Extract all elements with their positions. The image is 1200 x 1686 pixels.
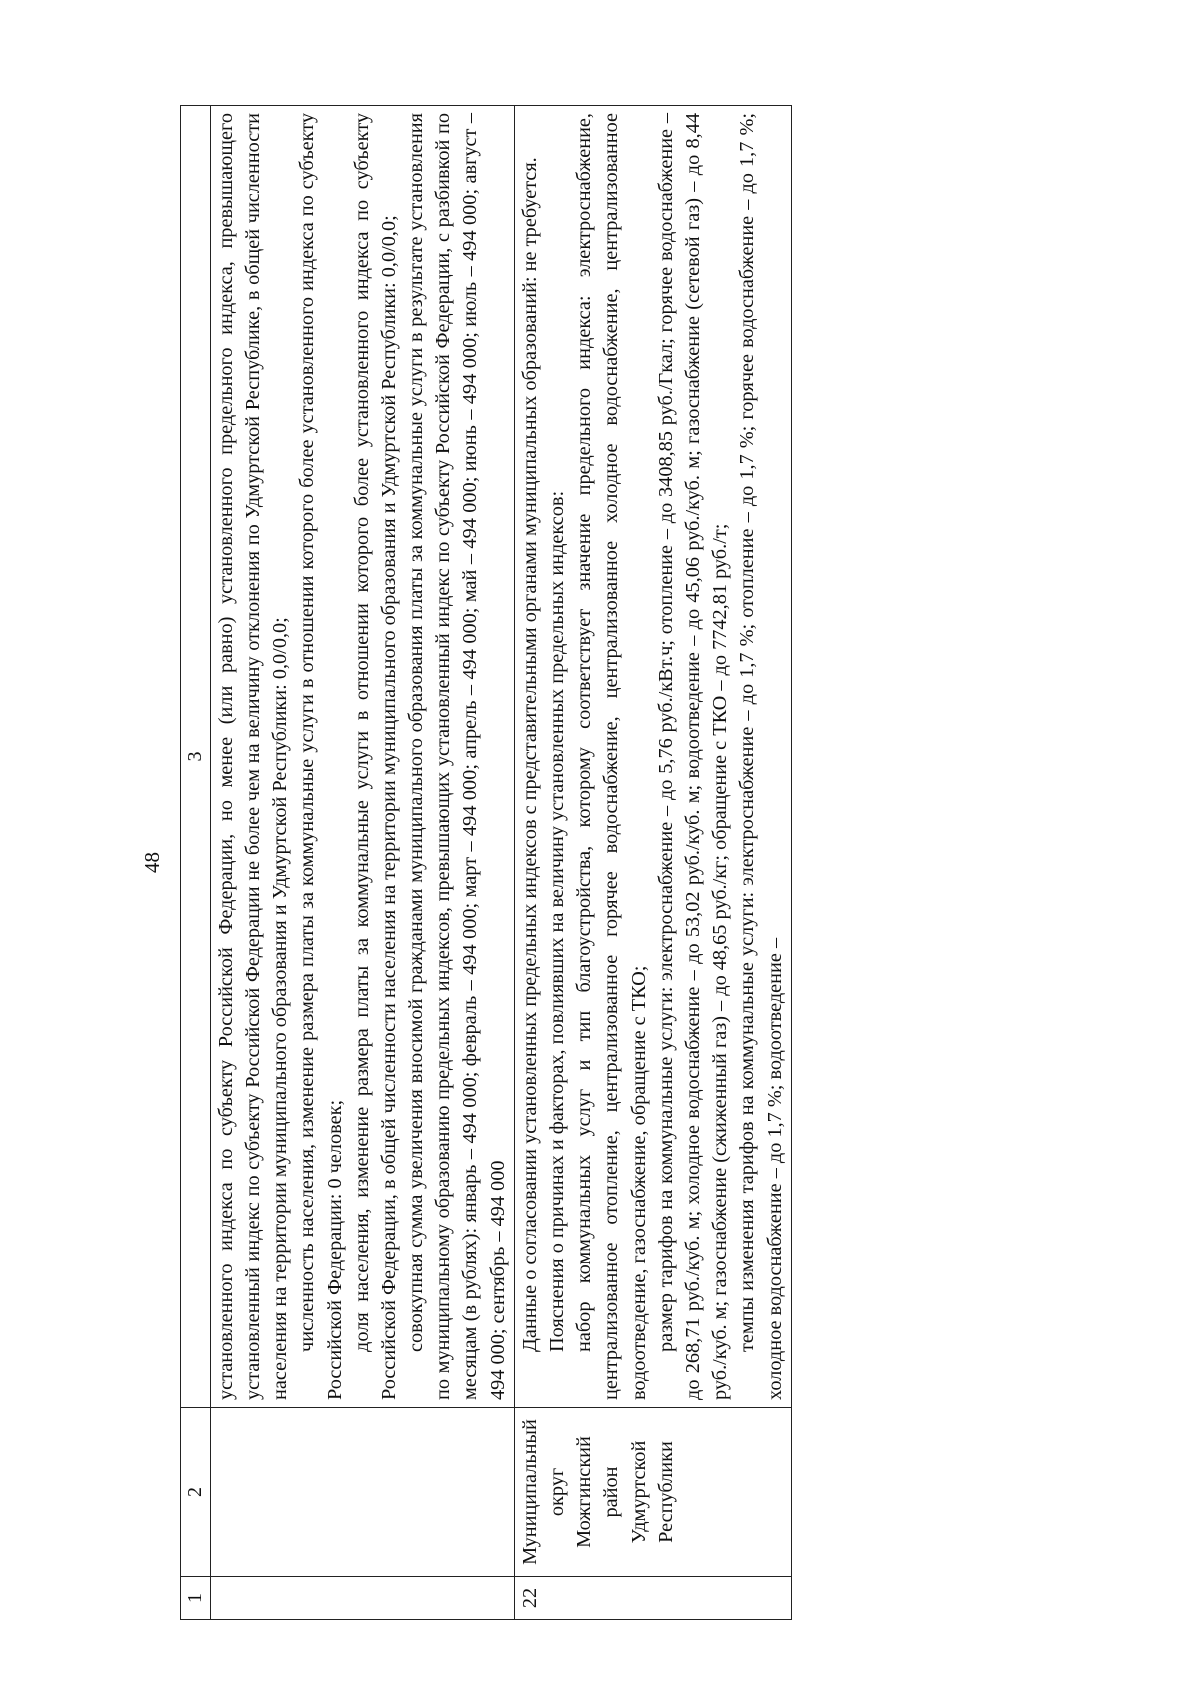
municipality-name <box>210 1408 514 1577</box>
paragraph: набор коммунальных услуг и тип благоустройства, которому соответствует значение предельного индекса: электроснабжение, централизованное отопление, централизованное горячее водоснабжение, централизованное холодное водоснабжение, централизованное водоотведение, газоснабжение, обращение с ТКО; <box>573 113 650 1400</box>
paragraph: темпы изменения тарифов на коммунальные услуги: электроснабжение – до 1,7 %; отопление – до 1,7 %; горячее водоснабжение – до 1,7 %; холодное водоснабжение – до 1,7 %; водоотведение – <box>736 113 786 1400</box>
page-number: 48 <box>140 852 164 873</box>
municipality-name: Муниципальный округ Можгинский район Удмуртской Республики <box>514 1408 791 1577</box>
row-description <box>514 106 791 1408</box>
row-number <box>210 1577 514 1620</box>
table-row <box>514 106 791 1620</box>
column-header-1: 1 <box>181 1577 211 1620</box>
paragraph: Пояснения о причинах и факторах, повлиявших на величину установленных предельных индексов: <box>546 490 569 1352</box>
column-header-2: 2 <box>181 1408 211 1577</box>
paragraph: численность населения, изменение размера платы за коммунальные услуги в отношении которого более установленного индекса по субъекту Российской Федерации: 0 человек; <box>296 113 346 1400</box>
table-header-row <box>181 106 211 1620</box>
paragraph: Данные о согласовании установленных предельных индексов с представительными органами муниципальных образований: не требуется. <box>518 157 541 1352</box>
table-row <box>210 106 514 1620</box>
paragraph: доля населения, изменение размера платы за коммунальные услуги в отношении которого более установленного индекса по субъекту Российской Федерации, в общей численности населения на территории муниципального образования и Удмуртской Республики: 0,0/0,0; <box>350 113 400 1400</box>
paragraph: установленного индекса по субъекту Российской Федерации, но менее (или равно) установленного предельного индекса, превышающего установленный индекс по субъекту Российской Федерации не более чем на величину отклонения по Удмуртской Республике, в общей численности населения на территории муниципального образования и Удмуртской Республики: 0,0/0,0; <box>214 113 292 1400</box>
row-number: 22 <box>514 1577 791 1620</box>
paragraph: совокупная сумма увеличения вносимой гражданами муниципального образования платы за коммунальные услуги в результате установления по муниципальному образованию предельных индексов, превышающих установленный индекс по субъекту Российской Федерации, с разбивкой по месяцам (в рублях): январь – 494 000; февраль – 494 000; март – 494 000; апрель – 494 000; май – 494 000; июнь – 494 000; июль – 494 000; август – 494 000; сентябрь – 494 000 <box>405 113 509 1400</box>
column-header-3: 3 <box>181 106 211 1408</box>
paragraph: размер тарифов на коммунальные услуги: электроснабжение – до 5,76 руб./кВт.ч; отопление – до 3408,85 руб./Гкал; горячее водоснабжение – до 268,71 руб./куб. м; холодное водоснабжение – до 53,02 руб./куб. м; водоотведение – до 45,06 руб./куб. м; газоснабжение (сетевой газ) – до 8,44 руб./куб. м; газоснабжение (сжиженный газ) – до 48,65 руб./кг; обращение с ТКО – до 7742,81 руб./т; <box>654 113 732 1400</box>
rotated-content <box>132 105 1200 1620</box>
data-table <box>180 105 792 1620</box>
row-description <box>210 106 514 1408</box>
